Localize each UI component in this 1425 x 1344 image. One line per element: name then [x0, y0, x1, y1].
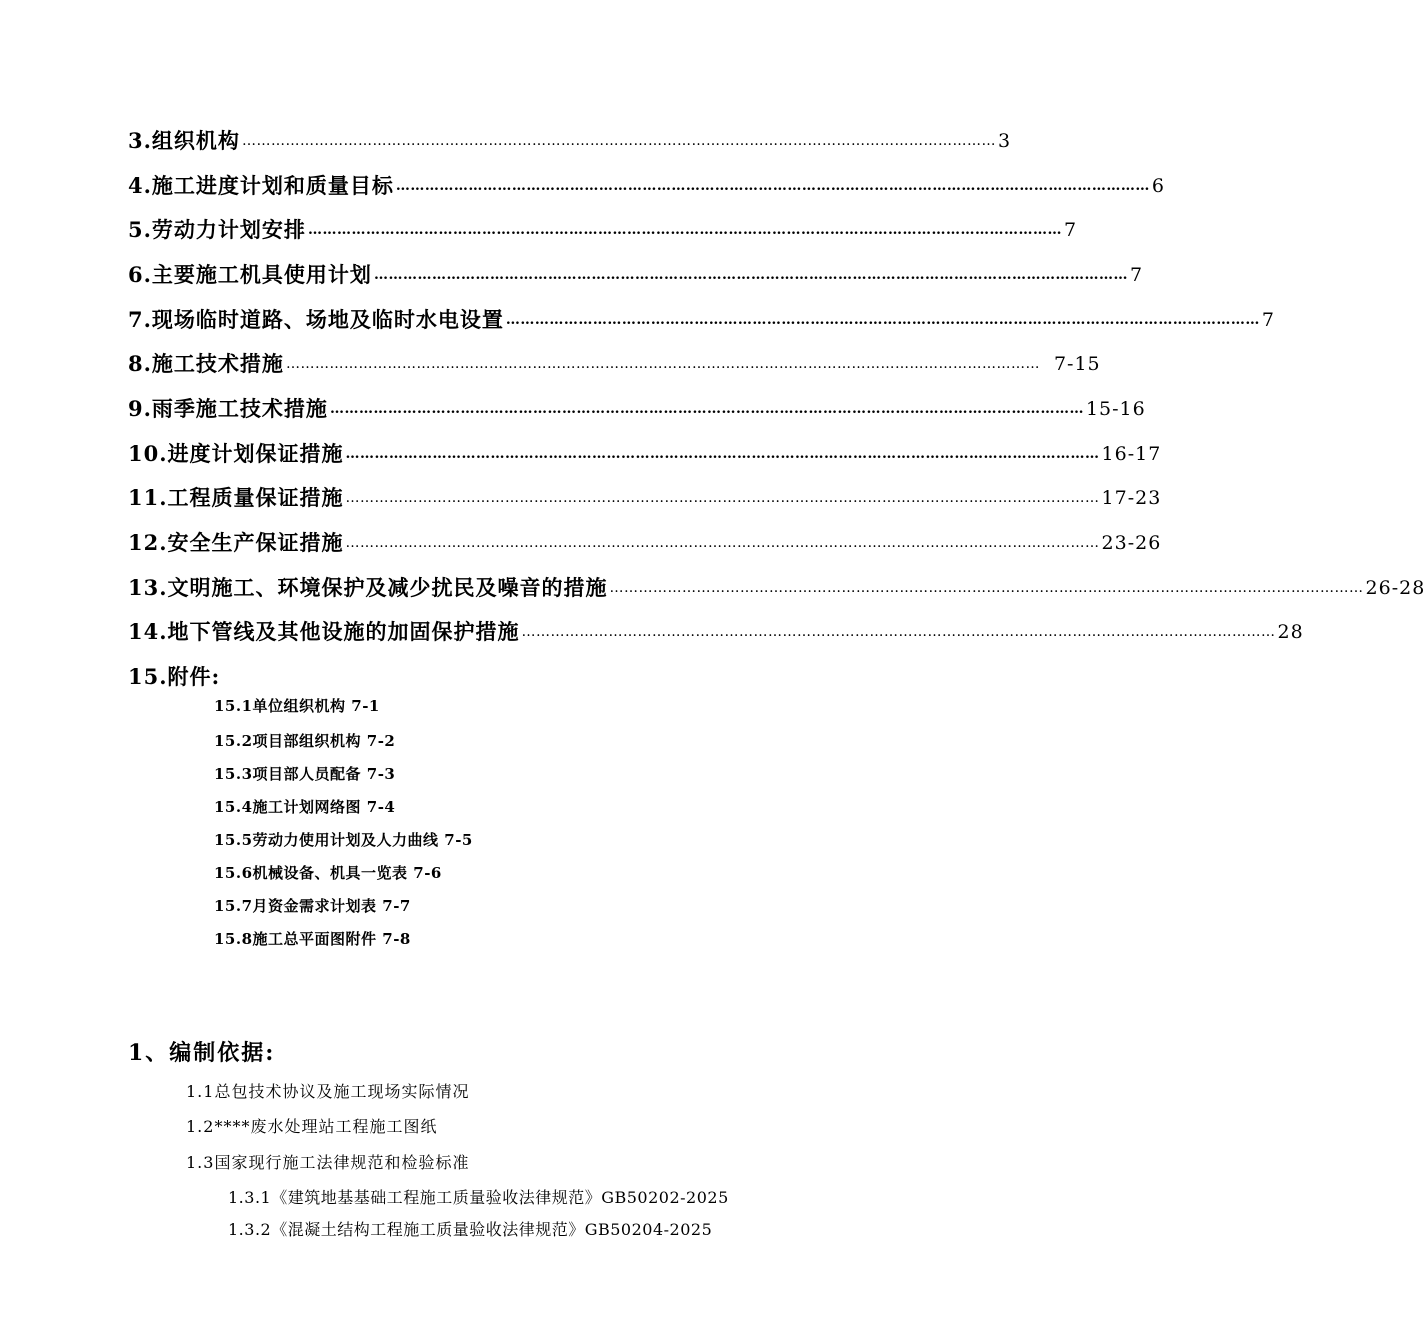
toc-row[interactable] [128, 124, 1012, 154]
toc-title: 3.组织机构 [128, 128, 240, 153]
attachment-item[interactable]: 15.8施工总平面图附件 7-8 [214, 930, 411, 948]
toc-leader: ………………………………………………………………………………………………………………………………………… [345, 535, 1100, 551]
attachment-item[interactable]: 15.5劳动力使用计划及人力曲线 7-5 [214, 831, 473, 849]
toc-title: 11.工程质量保证措施 [128, 485, 344, 510]
toc-page-number: 23-26 [1101, 532, 1162, 554]
toc-title: 6.主要施工机具使用计划 [128, 262, 372, 287]
toc-row[interactable] [128, 481, 1162, 511]
toc-leader: ………………………………………………………………………………………………………………………………………… [241, 133, 996, 149]
basis-subitem: 1.3.2《混凝土结构工程施工质量验收法律规范》GB50204-2025 [228, 1220, 713, 1239]
toc-page-number: 26-28 [1365, 577, 1425, 599]
toc-leader: ………………………………………………………………………………………………………………………………………… [285, 356, 1040, 372]
basis-item: 1.3国家现行施工法律规范和检验标准 [186, 1153, 470, 1172]
section-heading: 1、编制依据: [128, 1040, 276, 1066]
attachment-item[interactable]: 15.2项目部组织机构 7-2 [214, 732, 396, 750]
toc-title: 13.文明施工、环境保护及减少扰民及噪音的措施 [128, 575, 608, 600]
toc-title: 14.地下管线及其他设施的加固保护措施 [128, 619, 520, 644]
toc-row[interactable] [128, 392, 1146, 422]
toc-title: 5.劳动力计划安排 [128, 217, 306, 242]
toc-page-number: 7 [1063, 219, 1078, 241]
attachment-item[interactable]: 15.3项目部人员配备 7-3 [214, 765, 396, 783]
basis-subitem: 1.3.1《建筑地基基础工程施工质量验收法律规范》GB50202-2025 [228, 1188, 729, 1207]
attachment-item[interactable]: 15.4施工计划网络图 7-4 [214, 798, 396, 816]
toc-row[interactable] [128, 437, 1162, 467]
toc-page-number: 3 [997, 130, 1012, 152]
toc-leader: ………………………………………………………………………………………………………………………………………… [307, 222, 1062, 238]
toc-row[interactable] [128, 303, 1276, 333]
toc-title: 10.进度计划保证措施 [128, 441, 344, 466]
toc-row[interactable] [128, 615, 1304, 645]
attachment-item[interactable]: 15.6机械设备、机具一览表 7-6 [214, 864, 442, 882]
toc-leader: ………………………………………………………………………………………………………………………………………… [395, 178, 1150, 194]
toc-page-number: 15-16 [1085, 398, 1146, 420]
toc-row[interactable] [128, 526, 1162, 556]
attachment-item[interactable]: 15.1单位组织机构 7-1 [214, 697, 380, 715]
toc-row[interactable] [128, 571, 1425, 601]
toc-page-number: 17-23 [1101, 487, 1162, 509]
basis-item: 1.1总包技术协议及施工现场实际情况 [186, 1082, 470, 1101]
toc-row[interactable] [128, 213, 1078, 243]
toc-page-number: 6 [1151, 175, 1166, 197]
toc-page-number: 7 [1261, 309, 1276, 331]
toc-page-number: 16-17 [1101, 443, 1162, 465]
toc-row[interactable] [128, 347, 1101, 377]
toc-title: 8.施工技术措施 [128, 351, 284, 376]
toc-title: 9.雨季施工技术措施 [128, 396, 328, 421]
toc-title: 7.现场临时道路、场地及临时水电设置 [128, 307, 504, 332]
toc-leader: ………………………………………………………………………………………………………………………………………… [373, 267, 1128, 283]
toc-title: 15.附件: [128, 664, 221, 689]
attachment-item[interactable]: 15.7月资金需求计划表 7-7 [214, 897, 411, 915]
toc-row[interactable] [128, 169, 1166, 199]
toc-leader: ………………………………………………………………………………………………………………………………………… [521, 624, 1276, 640]
toc-leader: ………………………………………………………………………………………………………………………………………… [329, 401, 1084, 417]
toc-row[interactable] [128, 258, 1144, 288]
toc-page-number: 7-15 [1053, 353, 1101, 375]
basis-item: 1.2****废水处理站工程施工图纸 [186, 1117, 438, 1136]
toc-leader: ………………………………………………………………………………………………………………………………………… [345, 446, 1100, 462]
toc-leader: ………………………………………………………………………………………………………………………………………… [345, 490, 1100, 506]
toc-row[interactable] [128, 660, 428, 690]
toc-title: 4.施工进度计划和质量目标 [128, 173, 394, 198]
toc-page-number: 28 [1277, 621, 1304, 643]
toc-page-number: 7 [1129, 264, 1144, 286]
toc-leader: ………………………………………………………………………………………………………………………………………… [505, 312, 1260, 328]
toc-leader: ………………………………………………………………………………………………………………………………………… [609, 580, 1364, 596]
toc-title: 12.安全生产保证措施 [128, 530, 344, 555]
